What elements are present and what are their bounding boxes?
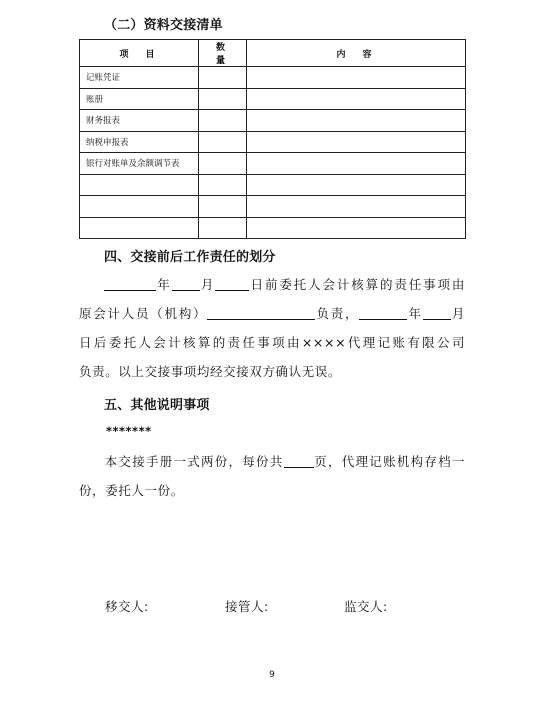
blank-field <box>104 276 156 291</box>
paragraph-line <box>79 270 465 299</box>
cell-content <box>247 131 466 153</box>
header-quantity: 数 量 <box>199 40 247 67</box>
header-item: 项 目 <box>80 40 199 67</box>
cell-quantity <box>199 110 247 132</box>
cell-item: 财务报表 <box>80 110 199 132</box>
header-content: 内 容 <box>247 40 466 67</box>
text-responsible: 负责， <box>315 306 360 321</box>
cell-item: 记账凭证 <box>80 67 199 89</box>
blank-field <box>423 305 451 320</box>
cell-content <box>247 67 466 89</box>
text-line-start: 本交接手册一式两份，每份共 <box>104 454 284 469</box>
blank-field <box>207 305 315 320</box>
text-month: 月 <box>199 277 216 292</box>
cell-quantity <box>199 196 247 218</box>
cell-content <box>247 153 466 175</box>
responsibility-paragraph <box>79 270 465 386</box>
paragraph-line <box>79 447 465 476</box>
blank-field <box>284 453 314 468</box>
table-row <box>80 174 466 196</box>
cell-quantity <box>199 88 247 110</box>
text-line-rest: 页，代理记账机构存档一 <box>313 454 465 469</box>
table-row <box>80 217 466 239</box>
paragraph-line: 日后委托人会计核算的责任事项由××××代理记账有限公司 <box>79 335 465 350</box>
cell-content <box>247 196 466 218</box>
text-month: 月 <box>450 306 465 321</box>
table-row <box>80 131 466 153</box>
cell-quantity <box>199 67 247 89</box>
cell-content <box>247 217 466 239</box>
text-year: 年 <box>407 306 423 321</box>
table-row <box>80 153 466 175</box>
text-line-start: 原会计人员（机构） <box>79 306 208 321</box>
blank-field <box>172 276 200 291</box>
text-year: 年 <box>156 277 172 292</box>
blank-field <box>359 305 407 320</box>
cell-quantity <box>199 131 247 153</box>
placeholder-asterisks: ******* <box>106 424 152 438</box>
section-title-checklist: （二）资料交接清单 <box>104 18 223 33</box>
signature-supervisor: 监交人: <box>344 599 388 614</box>
paragraph-line: 负责。以上交接事项均经交接双方确认无误。 <box>79 364 342 379</box>
table-header-row <box>80 40 466 67</box>
table-row <box>80 110 466 132</box>
cell-item: 银行对账单及余额调节表 <box>80 153 199 175</box>
cell-item <box>80 174 199 196</box>
table-row <box>80 88 466 110</box>
notes-paragraph <box>79 447 465 505</box>
section-title-responsibility: 四、交接前后工作责任的划分 <box>104 250 276 265</box>
cell-quantity <box>199 174 247 196</box>
signature-receiver: 接管人: <box>225 599 269 614</box>
paragraph-line <box>79 299 465 328</box>
cell-item: 账册 <box>80 88 199 110</box>
cell-content <box>247 110 466 132</box>
cell-item: 纳税申报表 <box>80 131 199 153</box>
table-row <box>80 67 466 89</box>
cell-item <box>80 196 199 218</box>
handover-checklist-table <box>79 39 466 239</box>
page-number: 9 <box>269 670 275 680</box>
cell-content <box>247 174 466 196</box>
cell-quantity <box>199 153 247 175</box>
cell-item <box>80 217 199 239</box>
text-line-rest: 日前委托人会计核算的责任事项由 <box>249 277 465 292</box>
cell-quantity <box>199 217 247 239</box>
cell-content <box>247 88 466 110</box>
table-row <box>80 196 466 218</box>
paragraph-line: 份，委托人一份。 <box>79 483 184 498</box>
section-title-other-notes: 五、其他说明事项 <box>104 398 210 413</box>
blank-field <box>215 276 249 291</box>
signature-transferor: 移交人: <box>105 599 149 614</box>
